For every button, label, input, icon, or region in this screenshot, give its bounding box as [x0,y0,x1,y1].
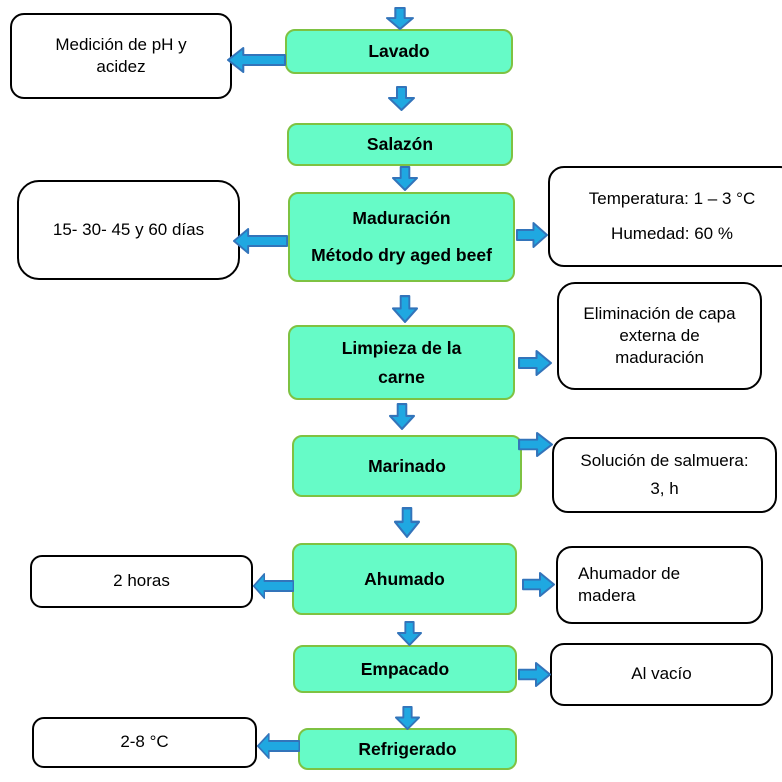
note-vacio-label: Al vacío [631,664,692,684]
step-lavado-label: Lavado [368,41,430,62]
step-refrigerado-label: Refrigerado [358,738,457,759]
step-marinado [292,435,522,497]
flow-arrow-left-maduracion-dias [233,228,288,254]
note-horas [30,555,253,608]
step-limpieza-line1: Limpieza de la [341,337,462,358]
note-dias [17,180,240,280]
note-dias-label: 15- 30- 45 y 60 días [52,219,205,239]
note-condiciones-line2: Humedad: 60 % [611,223,733,243]
step-marinado-label: Marinado [368,455,446,476]
step-salazon-label: Salazón [366,134,434,155]
flow-arrow-right-maduracion-condiciones [516,222,548,248]
note-medicion-label: Medición de pH y acidez [55,34,187,76]
flow-arrow-right-marinado-salmuera [518,432,553,457]
step-ahumado-label: Ahumado [364,568,445,589]
note-salmuera-line1: Solución de salmuera: [580,450,749,470]
note-condiciones-line1: Temperatura: 1 – 3 °C [588,189,756,209]
step-empacado [293,645,517,693]
flow-arrow-left-refrigerado-refrigeracion [257,733,300,759]
flow-arrow-down-salazon-maduracion [392,166,418,191]
note-refrigeracion-label: 2-8 °C [120,732,169,752]
note-vacio [550,643,773,706]
step-lavado [285,29,513,74]
flow-arrow-down-marinado-ahumado [394,507,420,538]
step-salazon [287,123,513,166]
note-refrigeracion [32,717,257,768]
note-eliminacion [557,282,762,390]
flow-arrow-left-ahumado-horas [253,573,294,599]
note-salmuera [552,437,777,513]
step-refrigerado [298,728,517,770]
note-ahumador-label: Ahumador de madera [578,563,681,605]
flow-arrow-right-ahumado-ahumador [522,572,555,597]
note-salmuera-line2: 3, h [650,479,679,498]
step-empacado-label: Empacado [360,658,450,679]
step-limpieza [288,325,515,400]
step-maduracion [288,192,515,282]
flow-arrow-down-maduracion-limpieza [392,295,418,323]
note-eliminacion-label: Eliminación de capa externa de maduración [583,303,736,368]
step-maduracion-line2: Método dry aged beef [311,245,492,265]
note-medicion [10,13,232,99]
flow-arrow-down-limpieza-marinado [389,403,415,430]
step-limpieza-line2: carne [378,366,425,387]
flow-arrow-down-empacado-refrigerado [395,706,420,730]
flow-arrow-down-lavado-salazon [388,86,415,111]
flow-arrow-down-start-lavado [386,7,414,30]
flow-arrow-left-lavado-medicion [227,47,286,73]
note-condiciones [548,166,782,267]
step-ahumado [292,543,517,615]
flow-arrow-right-empacado-vacio [518,662,551,687]
flow-arrow-down-ahumado-empacado [397,621,422,646]
flow-arrow-right-limpieza-eliminacion [518,350,552,376]
step-maduracion-line1: Maduración [352,208,451,229]
note-ahumador [556,546,763,624]
note-horas-label: 2 horas [113,571,170,591]
